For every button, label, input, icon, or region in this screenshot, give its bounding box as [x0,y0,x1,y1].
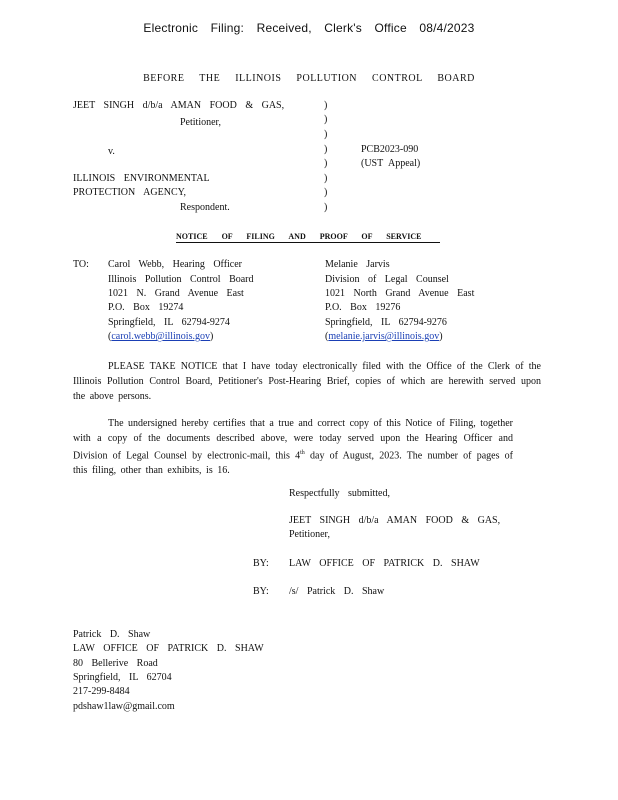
case-number: PCB2023-090 [361,144,419,155]
respondent-line-1: ILLINOIS ENVIRONMENTAL [73,173,210,184]
recipient-email-link[interactable]: melanie.jarvis@illinois.gov [328,331,440,342]
attorney-street: 80 Bellerive Road [73,658,158,669]
closing: Respectfully submitted, [289,488,390,499]
paren: ) [324,187,328,198]
recipient-street: 1021 N. Grand Avenue East [108,288,244,299]
paren: ) [324,129,328,140]
recipient-city: Springfield, IL 62794-9276 [325,317,447,328]
attorney-phone: 217-299-8484 [73,686,130,697]
by-label: BY: [253,558,269,569]
paren: ) [324,144,328,155]
recipient-email-line: (carol.webb@illinois.gov) [108,331,214,342]
recipient-email-line: (melanie.jarvis@illinois.gov) [325,331,443,342]
party-line-2: Petitioner, [289,529,330,540]
recipient-pobox: P.O. Box 19276 [325,302,401,313]
certification-text-part2: day of August, 2023. The number of pages of this filing, other than exhibits, is 16. [73,450,513,477]
versus: v. [108,146,115,157]
to-label: TO: [73,259,89,270]
firm-name: LAW OFFICE OF PATRICK D. SHAW [289,558,480,569]
by-label: BY: [253,586,269,597]
filing-stamp-header: Electronic Filing: Received, Clerk's Office 08/4/2023 [143,21,475,35]
attorney-name: Patrick D. Shaw [73,629,151,640]
paren: ) [324,100,328,111]
certification-paragraph [73,416,513,478]
petitioner-role: Petitioner, [180,117,221,128]
certification-text-part1: The undersigned hereby certifies that a true and correct copy of this Notice of Filing, together with a copy of the documents described above, were today served upon the Hearing Officer and Division of Legal Counsel by electronic-mail, this 4 [73,418,513,462]
paren: ) [324,158,328,169]
respondent-role: Respondent. [180,202,230,213]
recipient-name: Melanie Jarvis [325,259,390,270]
recipient-pobox: P.O. Box 19274 [108,302,184,313]
recipient-org: Illinois Pollution Control Board [108,274,254,285]
notice-heading: NOTICE OF FILING AND PROOF OF SERVICE [176,233,440,243]
party-line-1: JEET SINGH d/b/a AMAN FOOD & GAS, [289,515,501,526]
attorney-firm: LAW OFFICE OF PATRICK D. SHAW [73,643,264,654]
recipient-email-link[interactable]: carol.webb@illinois.gov [111,331,210,342]
day-ordinal-suffix: th [300,450,305,456]
attorney-email: pdshaw1law@gmail.com [73,701,175,712]
recipient-city: Springfield, IL 62794-9274 [108,317,230,328]
petitioner-name: JEET SINGH d/b/a AMAN FOOD & GAS, [73,100,285,111]
paren: ) [324,173,328,184]
signer: /s/ Patrick D. Shaw [289,586,385,597]
recipient-org: Division of Legal Counsel [325,274,449,285]
recipient-street: 1021 North Grand Avenue East [325,288,475,299]
case-type: (UST Appeal) [361,158,421,169]
recipient-name: Carol Webb, Hearing Officer [108,259,243,270]
notice-paragraph: PLEASE TAKE NOTICE that I have today electronically filed with the Office of the Clerk of the Illinois Pollution Control Board, Petitioner's Post-Hearing Brief, copies of which are herewith served upon the above persons. [73,361,541,402]
attorney-city: Springfield, IL 62704 [73,672,172,683]
respondent-line-2: PROTECTION AGENCY, [73,187,187,198]
court-title: BEFORE THE ILLINOIS POLLUTION CONTROL BOARD [143,73,475,84]
paren: ) [324,202,328,213]
paren: ) [324,114,328,125]
